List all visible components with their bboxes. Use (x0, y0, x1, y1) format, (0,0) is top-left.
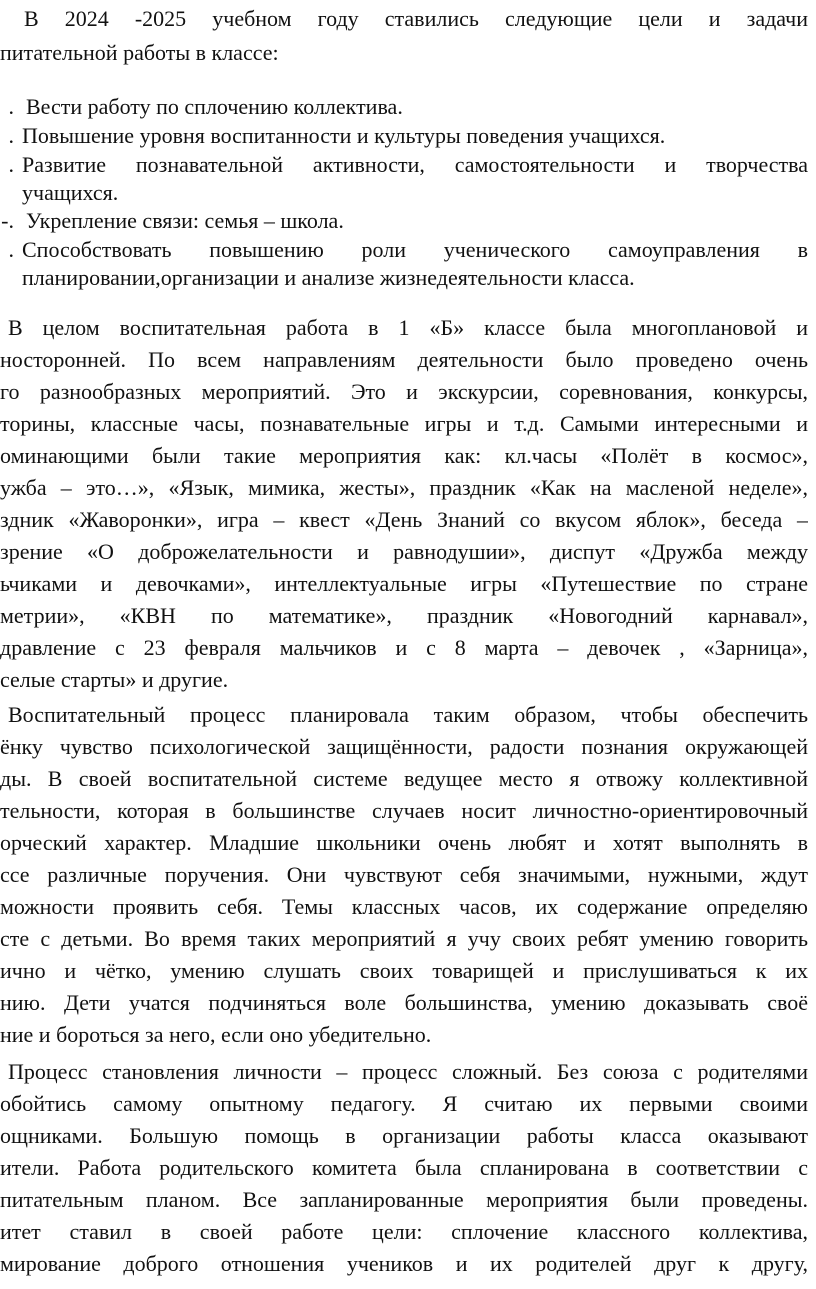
para2-line: тельности, которая в большинстве случаев носит личностно-ориентировочный (0, 798, 808, 823)
goal-marker-2: . (8, 123, 14, 148)
para1-line: ьчиками и девочками», интеллектуальные игры «Путешествие по стране (0, 571, 808, 596)
goal-item-5-line-1: Способствовать повышению роли ученического самоуправления в (22, 237, 808, 262)
para2-line: сте с детьми. Во время таких мероприятий я учу своих ребят умению говорить (0, 926, 808, 951)
para1-line-last: селые старты» и другие. (0, 667, 229, 692)
para3-line: питательным планом. Все запланированные мероприятия были проведены. (0, 1187, 808, 1212)
goal-marker-3: . (8, 152, 14, 177)
para2-line-last: ние и бороться за него, если оно убедительно. (0, 1022, 432, 1047)
para2-line: Воспитательный процесс планировала таким образом, чтобы обеспечить (8, 702, 808, 727)
goal-item-2: Повышение уровня воспитанности и культуры поведения учащихся. (22, 123, 666, 148)
para1-line: дравление с 23 февраля мальчиков и с 8 марта – девочек , «Зарница», (0, 635, 808, 660)
para3-line: итет ставил в своей работе цели: сплочение классного коллектива, (0, 1219, 808, 1244)
para2-line: ссе различные поручения. Они чувствуют себя значимыми, нужными, ждут (0, 862, 808, 887)
para1-line: го разнообразных мероприятий. Это и экскурсии, соревнования, конкурсы, (0, 379, 808, 404)
para3-line: ители. Работа родительского комитета была спланирована в соответствии с (0, 1155, 808, 1180)
goal-marker-5: . (8, 237, 14, 262)
para1-line: В целом воспитательная работа в 1 «Б» классе была многоплановой и (8, 315, 808, 340)
para2-line: ёнку чувство психологической защищённости, радости познания окружающей (0, 734, 808, 759)
para2-line: нию. Дети учатся подчиняться воле большинства, умению доказывать своё (0, 990, 808, 1015)
goal-item-3-line-2: учащихся. (22, 180, 119, 205)
para1-line: носторонней. По всем направлениям деятельности было проведено очень (0, 347, 808, 372)
para1-line: ужба – это…», «Язык, мимика, жесты», праздник «Как на масленой неделе», (0, 475, 808, 500)
para3-line: ощниками. Большую помощь в организации работы класса оказывают (0, 1123, 808, 1148)
para2-line: ды. В своей воспитательной системе ведущее место я отвожу коллективной (0, 766, 808, 791)
para3-line: Процесс становления личности – процесс сложный. Без союза с родителями (8, 1059, 808, 1084)
para1-line: торины, классные часы, познавательные игры и т.д. Самыми интересными и (0, 411, 808, 436)
para1-line: зрение «О доброжелательности и равнодушии», диспут «Дружба между (0, 539, 808, 564)
goal-marker-1: . (8, 94, 14, 119)
para1-line: метрии», «КВН по математике», праздник «Новогодний карнавал», (0, 603, 808, 628)
para2-line: можности проявить себя. Темы классных часов, их содержание определяю (0, 894, 808, 919)
intro-line-2: питательной работы в классе: (0, 40, 279, 65)
goal-item-4: Укрепление связи: семья – школа. (26, 208, 344, 233)
goal-item-1: Вести работу по сплочению коллектива. (26, 94, 403, 119)
para1-line: здник «Жаворонки», игра – квест «День Знаний со вкусом яблок», беседа – (0, 507, 808, 532)
goal-item-3-line-1: Развитие познавательной активности, самостоятельности и творчества (22, 152, 808, 177)
para2-line: ично и чётко, умению слушать своих товарищей и прислушиваться к их (0, 958, 808, 983)
goal-item-5-line-2: планировании,организации и анализе жизнедеятельности класса. (22, 265, 635, 290)
para2-line: орческий характер. Младшие школьники очень любят и хотят выполнять в (0, 830, 808, 855)
intro-line-1: В 2024 -2025 учебном году ставились следующие цели и задачи (24, 6, 808, 31)
para1-line: оминающими были такие мероприятия как: кл.часы «Полёт в космос», (0, 443, 808, 468)
para3-line: мирование доброго отношения учеников и их родителей друг к другу, (0, 1251, 808, 1276)
para3-line: обойтись самому опытному педагогу. Я считаю их первыми своими (0, 1091, 808, 1116)
goal-marker-4: -. (1, 208, 14, 233)
